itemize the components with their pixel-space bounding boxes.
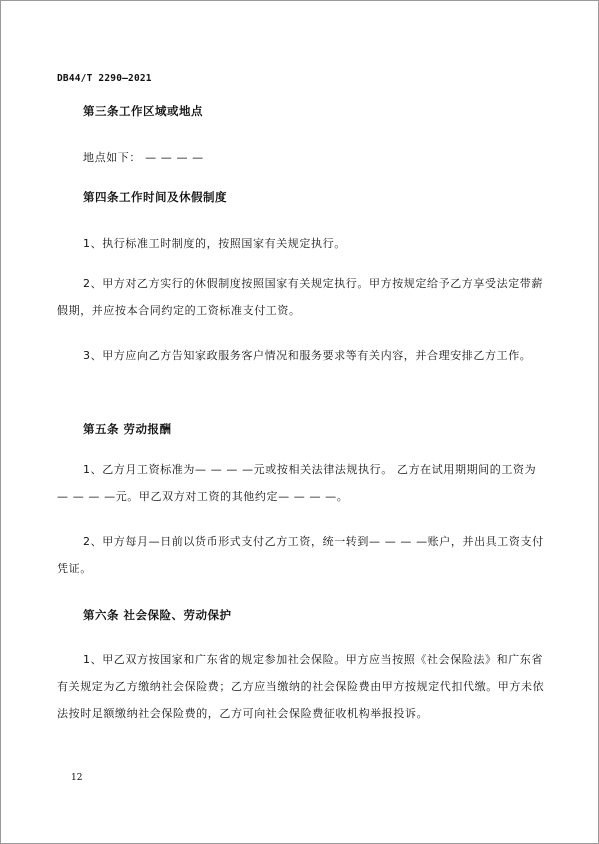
section-5-paragraph-1: 1、乙方月工资标准为— — — —元或按相关法律法规执行。 乙方在试用期期间的工资为— — — —元。甲乙双方对工资的其他约定— — — —。 bbox=[57, 463, 537, 503]
section-3-title: 第三条工作区域或地点 bbox=[83, 104, 203, 118]
section-4-paragraph-1: 1、执行标准工时制度的，按照国家有关规定执行。 bbox=[83, 237, 346, 250]
section-5-paragraph-2: 2、甲方每月—日前以货币形式支付乙方工资，统一转到— — — —账户，并出具工资支付凭证。 bbox=[57, 535, 544, 575]
page-number: 12 bbox=[71, 773, 83, 783]
section-3-location: 地点如下： — — — — bbox=[83, 151, 204, 164]
section-4-paragraph-3: 3、甲方应向乙方告知家政服务客户情况和服务要求等有关内容，并合理安排乙方工作。 bbox=[83, 349, 532, 362]
section-5-title: 第五条 劳动报酬 bbox=[83, 422, 172, 436]
section-4-paragraph-2: 2、甲方对乙方实行的休假制度按照国家有关规定执行。甲方按规定给予乙方享受法定带薪假期，并应按本合同约定的工资标准支付工资。 bbox=[57, 277, 543, 317]
section-4-title: 第四条工作时间及休假制度 bbox=[83, 190, 227, 204]
section-6-paragraph-1: 1、甲乙双方按国家和广东省的规定参加社会保险。甲方应当按照《社会保险法》和广东省有关规定为乙方缴纳社会保险费；乙方应当缴纳的社会保险费由甲方按规定代扣代缴。甲方未依法按时足额缴纳社会保险费的，乙方可向社会保险费征收机构举报投诉。 bbox=[57, 653, 545, 720]
section-6-title: 第六条 社会保险、劳动保护 bbox=[83, 608, 232, 622]
document-code: DB44/T 2290—2021 bbox=[57, 73, 152, 84]
